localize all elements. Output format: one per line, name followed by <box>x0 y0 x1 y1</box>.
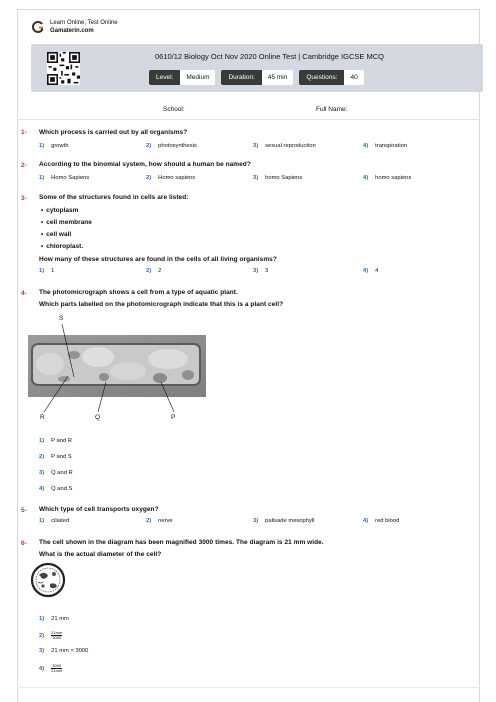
question-options <box>39 143 479 152</box>
fraction-denominator: 21mm <box>51 668 63 673</box>
question-text: Which process is carried out by all organisms? <box>39 129 188 136</box>
option-label: transpiration <box>375 143 408 149</box>
option[interactable] <box>39 486 72 492</box>
option-number: 4) <box>363 518 369 524</box>
question-number: 1- <box>21 129 27 136</box>
option-number: 1) <box>39 143 45 149</box>
option-number: 2) <box>146 143 152 149</box>
option-number: 1) <box>39 518 45 524</box>
option-label: growth <box>51 143 69 149</box>
question-text-2: How many of these structures are found in the cells of all living organisms? <box>39 256 277 263</box>
option-label: 1 <box>51 268 55 274</box>
option-label: nerve <box>158 518 173 524</box>
option[interactable] <box>363 175 411 181</box>
option-label: 4 <box>375 268 379 274</box>
label-s: S <box>59 315 64 322</box>
question-text: Some of the structures found in cells are listed: <box>39 194 189 201</box>
option-label: Q and R <box>51 470 73 476</box>
option-label: Homo Sapiens <box>51 175 90 181</box>
brand-tagline: Learn Online, Test Online <box>50 20 118 26</box>
option[interactable] <box>363 143 407 149</box>
cell-diagram-image <box>30 562 66 598</box>
question-text: The cell shown in the diagram has been magnified 3000 times. The diagram is 21 mm wide. <box>39 539 324 546</box>
option[interactable] <box>146 268 161 274</box>
option[interactable] <box>39 175 89 181</box>
option[interactable] <box>39 631 62 640</box>
page-border-left <box>17 9 18 702</box>
question-text: Which type of cell transports oxygen? <box>39 506 159 513</box>
option-number: 3) <box>39 648 45 654</box>
option-number: 4) <box>363 268 369 274</box>
label-p: P <box>171 414 176 421</box>
question-text: According to the binomial system, how should a human be named? <box>39 161 251 168</box>
question-options <box>39 268 479 277</box>
option[interactable] <box>39 268 54 274</box>
questions-label: Questions: <box>299 70 344 85</box>
option[interactable] <box>253 268 268 274</box>
brand-site[interactable]: Gamaterin.com <box>50 28 94 34</box>
option[interactable] <box>39 648 88 654</box>
option-label: P and R <box>51 438 72 444</box>
fraction-numerator: 21mm <box>51 630 63 635</box>
label-pointers <box>28 320 206 420</box>
option-label: homo sapiens <box>375 175 412 181</box>
option[interactable] <box>39 664 62 673</box>
gamaterin-logo-icon <box>32 21 44 33</box>
option-number: 2) <box>146 175 152 181</box>
option-label: 21 mm <box>51 616 69 622</box>
option[interactable] <box>253 143 316 149</box>
page-bottom-divider <box>17 687 480 688</box>
option-number: 1) <box>39 175 45 181</box>
question-text-2: What is the actual diameter of the cell? <box>39 551 162 558</box>
exam-meta <box>149 70 364 85</box>
option[interactable] <box>363 268 378 274</box>
question-number: 4- <box>21 290 27 297</box>
question-number: 6- <box>21 540 27 547</box>
level-value: Medium <box>180 70 215 85</box>
question-number: 5- <box>21 507 27 514</box>
question-number: 2- <box>21 162 27 169</box>
duration-value: 45 min <box>262 70 294 85</box>
option[interactable] <box>39 470 73 476</box>
page-border-top <box>17 9 480 10</box>
question-number: 3- <box>21 195 27 202</box>
level-pill <box>149 70 215 85</box>
option-number: 4) <box>39 486 45 492</box>
option-label: 3 <box>265 268 269 274</box>
fullname-label: Full Name: <box>316 106 348 113</box>
option-number: 2) <box>39 633 45 640</box>
question-options <box>39 175 479 184</box>
list-item: • cytoplasm <box>41 207 78 214</box>
label-q: Q <box>95 414 101 421</box>
option-number: 2) <box>39 454 45 460</box>
option-label: palisade mesophyll <box>265 518 315 524</box>
option[interactable] <box>146 143 197 149</box>
questions-pill <box>299 70 363 85</box>
option-label: sexual reproduction <box>265 143 316 149</box>
option[interactable] <box>363 518 399 524</box>
option[interactable] <box>39 438 72 444</box>
option-number: 4) <box>363 143 369 149</box>
option-number: 1) <box>39 616 45 622</box>
option-number: 1) <box>39 268 45 274</box>
duration-label: Duration: <box>221 70 261 85</box>
fraction <box>51 664 62 673</box>
question-text: The photomicrograph shows a cell from a type of aquatic plant. <box>39 289 238 296</box>
option-number: 4) <box>363 175 369 181</box>
option-number: 3) <box>39 470 45 476</box>
divider <box>17 119 480 120</box>
option-number: 1) <box>39 438 45 444</box>
question-text-2: Which parts labelled on the photomicrograph indicate that this is a plant cell? <box>39 301 284 308</box>
option[interactable] <box>253 518 314 524</box>
option[interactable] <box>39 518 69 524</box>
question-options <box>39 518 479 527</box>
questions-value: 40 <box>344 70 363 85</box>
option-label: Homo sapiens <box>158 175 196 181</box>
option[interactable] <box>146 175 195 181</box>
list-item: • cell wall <box>41 231 71 238</box>
exam-title: 0610/12 Biology Oct Nov 2020 Online Test | Cambridge IGCSE MCQ <box>154 52 384 61</box>
option[interactable] <box>253 175 302 181</box>
school-label: School: <box>163 106 185 113</box>
fraction <box>51 631 62 640</box>
fraction-numerator: 3000 <box>52 663 62 668</box>
exam-banner <box>31 44 483 92</box>
list-item: • chloroplast. <box>41 243 83 250</box>
option-number: 3) <box>253 268 259 274</box>
option[interactable] <box>39 616 69 622</box>
page-border-right <box>479 9 480 702</box>
option[interactable] <box>39 143 69 149</box>
option-number: 2) <box>146 268 152 274</box>
duration-pill <box>221 70 293 85</box>
option-number: 3) <box>253 175 259 181</box>
option[interactable] <box>146 518 173 524</box>
option-label: Q and S <box>51 486 73 492</box>
option-label: ciliated <box>51 518 70 524</box>
option-number: 2) <box>146 518 152 524</box>
label-r: R <box>40 414 45 421</box>
list-item: • cell membrane <box>41 219 92 226</box>
option-label: 21 mm × 3000 <box>51 648 89 654</box>
option-label: 2 <box>158 268 162 274</box>
option-number: 3) <box>253 143 259 149</box>
option-number: 4) <box>39 666 45 673</box>
option-label: homo Sapiens <box>265 175 303 181</box>
fraction-denominator: 3000 <box>52 635 62 640</box>
option[interactable] <box>39 454 72 460</box>
level-label: Level: <box>149 70 180 85</box>
option-number: 3) <box>253 518 259 524</box>
option-label: red blood <box>375 518 400 524</box>
option-label: photosynthesis <box>158 143 197 149</box>
option-label: P and S <box>51 454 72 460</box>
brand-header <box>32 19 118 35</box>
